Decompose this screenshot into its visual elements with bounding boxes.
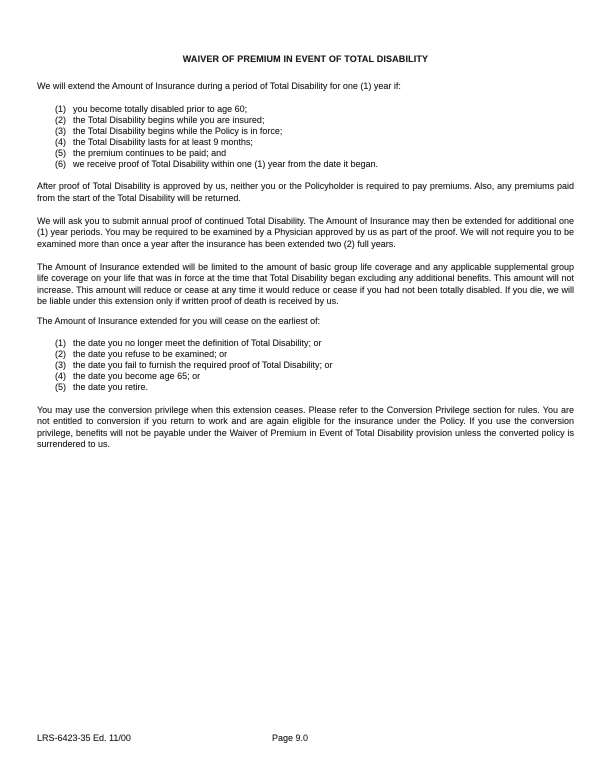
list-item	[55, 126, 574, 137]
list-item-number: (4)	[55, 371, 66, 381]
list-item-number: (6)	[55, 158, 66, 169]
paragraph-cease-intro: The Amount of Insurance extended for you will cease on the earliest of:	[37, 315, 321, 326]
page-title: WAIVER OF PREMIUM IN EVENT OF TOTAL DISABILITY	[182, 54, 429, 64]
paragraph-intro: We will extend the Amount of Insurance during a period of Total Disability for one (1) year if:	[37, 81, 401, 91]
list-item-number: (5)	[55, 382, 66, 392]
list-item	[55, 115, 574, 126]
list-item	[55, 349, 574, 360]
list-item-text: the premium continues to be paid; and	[73, 147, 227, 158]
list-item	[55, 382, 574, 393]
list-item	[55, 159, 574, 170]
list-item-number: (5)	[55, 147, 66, 158]
conditions-list	[37, 104, 574, 170]
list-item-number: (3)	[55, 125, 66, 136]
list-item	[55, 104, 574, 115]
list-item-text: the Total Disability begins while the Policy is in force;	[73, 125, 283, 136]
paragraph-annual-proof: We will ask you to submit annual proof of continued Total Disability. The Amount of Insurance may then be extended for additional one (1) year periods. You may be required to be examined by a Physician approved by us as part of the proof. We will not require you to be examined more than once a year after the insurance has been extended two (2) full years.	[37, 215, 574, 249]
page-number: Page 9.0	[272, 733, 309, 743]
list-item-text: the date you become age 65; or	[73, 371, 201, 381]
list-item-number: (1)	[55, 103, 66, 114]
list-item	[55, 137, 574, 148]
list-item-text: the date you refuse to be examined; or	[73, 349, 228, 359]
list-item-number: (3)	[55, 360, 66, 370]
paragraph-conversion: You may use the conversion privilege when this extension ceases. Please refer to the Conversion Privilege section for rules. You are not entitled to conversion if you return to work and are again eligible for the insurance under the Policy. If you use the conversion privilege, benefits will not be payable under the Waiver of Premium in Event of Total Disability provision unless the converted policy is surrendered to us.	[37, 404, 574, 449]
list-item	[55, 148, 574, 159]
list-item-number: (2)	[55, 349, 66, 359]
list-item-text: the date you retire.	[73, 382, 149, 392]
page-footer	[0, 733, 600, 747]
list-item	[55, 360, 574, 371]
list-item-number: (2)	[55, 114, 66, 125]
paragraph-approval: After proof of Total Disability is approved by us, neither you or the Policyholder is required to pay premiums. Also, any premiums paid from the start of the Total Disability will be returned.	[37, 181, 574, 203]
form-number: LRS-6423-35 Ed. 11/00	[37, 733, 131, 743]
list-item-text: we receive proof of Total Disability within one (1) year from the date it began.	[73, 158, 378, 169]
list-item-text: the Total Disability begins while you are insured;	[73, 114, 265, 125]
list-item-number: (1)	[55, 338, 66, 348]
list-item-text: you become totally disabled prior to age 60;	[73, 103, 248, 114]
list-item	[55, 371, 574, 382]
list-item	[55, 338, 574, 349]
cease-conditions-list	[37, 338, 574, 393]
list-item-text: the date you fail to furnish the required proof of Total Disability; or	[73, 360, 333, 370]
list-item-number: (4)	[55, 136, 66, 147]
list-item-text: the date you no longer meet the definition of Total Disability; or	[73, 338, 322, 348]
list-item-text: the Total Disability lasts for at least 9 months;	[73, 136, 253, 147]
paragraph-amount-limits: The Amount of Insurance extended will be limited to the amount of basic group life coverage and any applicable supplemental group life coverage on your life that was in force at the time that Total Disability began excluding any additional benefits. This amount will not increase. This amount will reduce or cease at any time it would reduce or cease if you had not been totally disabled. If you die, we will be liable under this extension only if written proof of death is received by us.	[37, 261, 574, 306]
